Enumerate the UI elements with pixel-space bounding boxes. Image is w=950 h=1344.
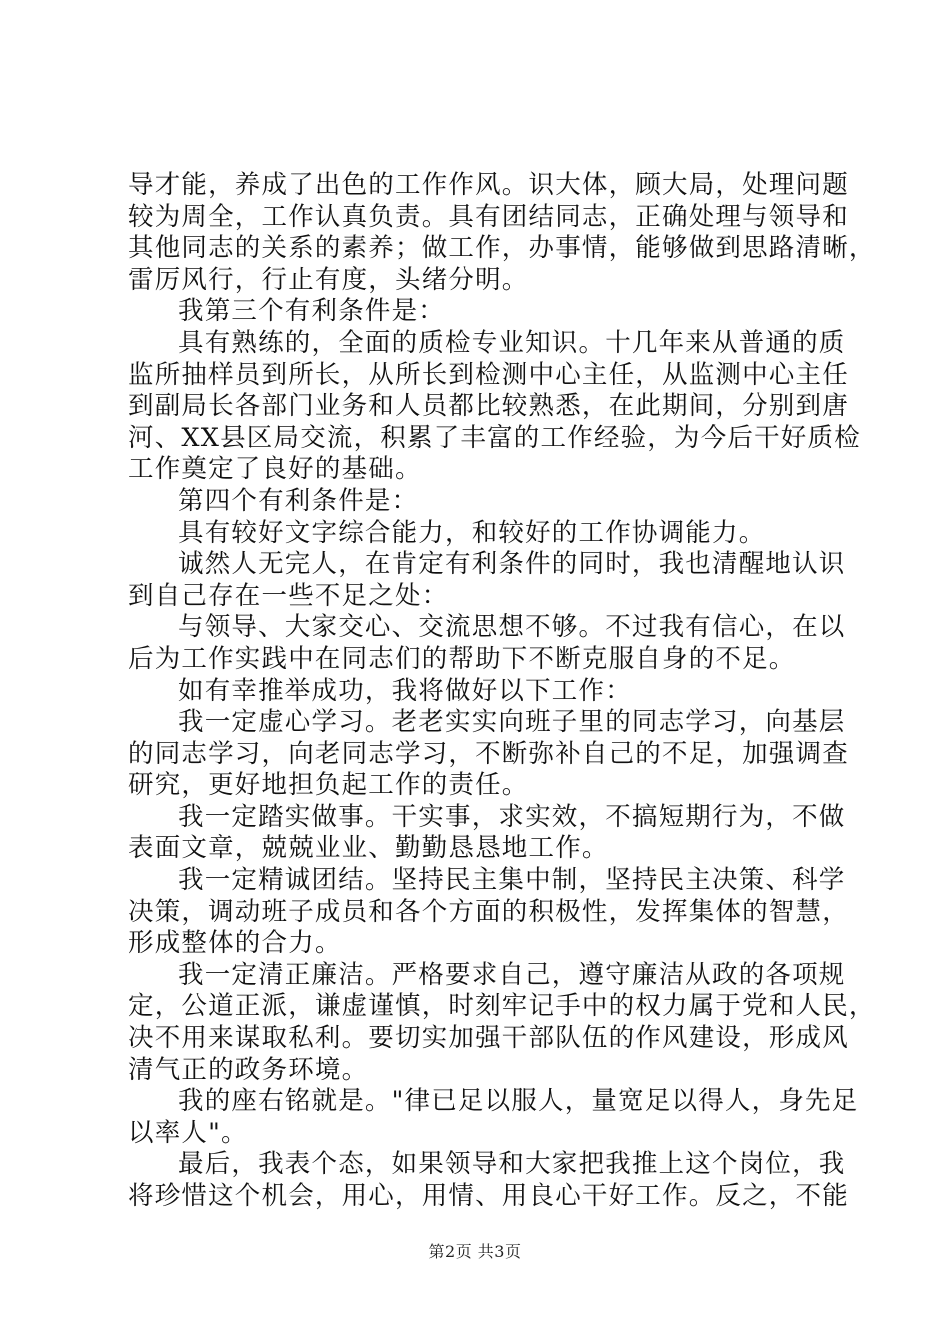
text-line: 将珍惜这个机会，用心，用情、用良心干好工作。反之，不能 <box>128 1181 849 1211</box>
text-line: 我一定踏实做事。干实事，求实效，不搞短期行为，不做 <box>178 801 846 832</box>
text-line: 与领导、大家交心、交流思想不够。不过我有信心，在以 <box>178 612 846 643</box>
text-line: 较为周全，工作认真负责。具有团结同志，正确处理与领导和 <box>128 201 849 232</box>
text-line: 形成整体的合力。 <box>128 928 342 959</box>
text-line: 决不用来谋取私利。要切实加强干部队伍的作风建设，形成风 <box>128 1023 849 1054</box>
text-line: 到自己存在一些不足之处： <box>128 580 449 611</box>
text-line: 具有较好文字综合能力，和较好的工作协调能力。 <box>178 517 766 548</box>
text-line: 决策，调动班子成员和各个方面的积极性，发挥集体的智慧， <box>128 896 849 927</box>
text-line: 以率人"。 <box>128 1117 248 1148</box>
text-line: 导才能，养成了出色的工作作风。识大体，顾大局，处理问题 <box>128 170 849 200</box>
text-line: 我第三个有利条件是： <box>178 296 446 327</box>
page-footer: 第2页 共3页 <box>428 1242 522 1261</box>
text-line: 的同志学习，向老同志学习，不断弥补自己的不足，加强调查 <box>128 738 849 769</box>
document-body <box>128 170 876 1213</box>
text-line: 表面文章，兢兢业业、勤勤恳恳地工作。 <box>128 833 609 864</box>
text-line: 河、XX县区局交流，积累了丰富的工作经验，为今后干好质检 <box>128 422 861 453</box>
text-line: 具有熟练的，全面的质检专业知识。十几年来从普通的质 <box>178 327 846 358</box>
text-line: 我一定精诚团结。坚持民主集中制，坚持民主决策、科学 <box>178 865 846 896</box>
text-line: 定，公道正派，谦虚谨慎，时刻牢记手中的权力属于党和人民， <box>128 991 876 1022</box>
text-line: 最后，我表个态，如果领导和大家把我推上这个岗位，我 <box>178 1149 846 1180</box>
text-line: 第四个有利条件是： <box>178 485 419 516</box>
text-line: 工作奠定了良好的基础。 <box>128 454 422 485</box>
text-line: 我一定虚心学习。老老实实向班子里的同志学习，向基层 <box>178 707 846 738</box>
text-line: 如有幸推举成功，我将做好以下工作： <box>178 675 632 706</box>
text-line: 雷厉风行，行止有度，头绪分明。 <box>128 264 529 295</box>
text-line: 清气正的政务环境。 <box>128 1054 369 1085</box>
text-line: 监所抽样员到所长，从所长到检测中心主任，从监测中心主任 <box>128 359 849 390</box>
text-line: 其他同志的关系的素养；做工作，办事情，能够做到思路清晰， <box>128 233 876 264</box>
text-line: 我的座右铭就是。"律已足以服人，量宽足以得人，身先足 <box>178 1086 859 1117</box>
text-line: 后为工作实践中在同志们的帮助下不断克服自身的不足。 <box>128 643 796 674</box>
text-line: 我一定清正廉洁。严格要求自己，遵守廉洁从政的各项规 <box>178 959 846 990</box>
text-line: 研究，更好地担负起工作的责任。 <box>128 770 529 801</box>
text-line: 到副局长各部门业务和人员都比较熟悉，在此期间，分别到唐 <box>128 391 849 422</box>
text-line: 诚然人无完人，在肯定有利条件的同时，我也清醒地认识 <box>178 549 846 580</box>
